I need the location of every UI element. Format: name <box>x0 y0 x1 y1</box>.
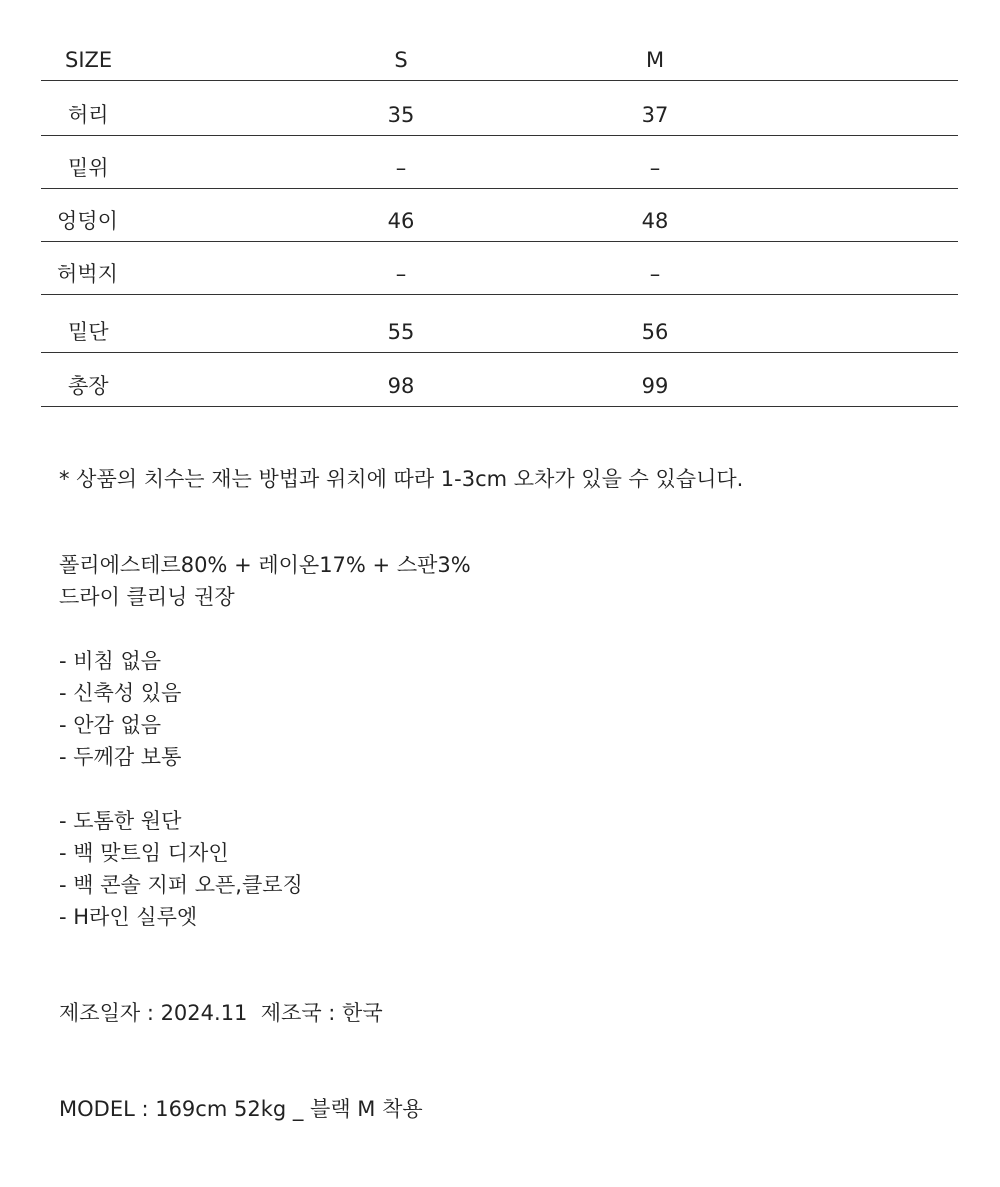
row-value-m: 37 <box>641 103 669 127</box>
row-value-s: 35 <box>387 103 415 127</box>
list-item: - 두께감 보통 <box>59 745 182 769</box>
row-value-m: 56 <box>641 320 669 344</box>
list-item: - H라인 실루엣 <box>59 905 198 929</box>
row-value-m: 99 <box>641 374 669 398</box>
table-row <box>41 136 958 189</box>
row-value-m: – <box>649 156 661 180</box>
list-item: - 신축성 있음 <box>59 681 182 705</box>
table-row <box>41 295 958 353</box>
size-notice: * 상품의 치수는 재는 방법과 위치에 따라 1-3cm 오차가 있을 수 있습니다. <box>59 467 744 491</box>
row-value-s: – <box>395 156 407 180</box>
row-value-s: – <box>395 262 407 286</box>
list-item: - 도톰한 원단 <box>59 809 182 833</box>
header-size-m: M <box>645 48 665 72</box>
row-label-rise: 밑위 <box>68 156 109 180</box>
list-item: - 안감 없음 <box>59 713 162 737</box>
row-label-hip: 엉덩이 <box>57 209 118 233</box>
row-value-s: 46 <box>387 209 415 233</box>
list-item: - 비침 없음 <box>59 649 162 673</box>
size-table <box>41 44 958 407</box>
size-table-header <box>41 44 958 81</box>
header-size-s: S <box>394 48 408 72</box>
model-info: MODEL : 169cm 52kg _ 블랙 M 착용 <box>59 1097 423 1121</box>
header-size-label: SIZE <box>65 48 113 72</box>
list-item: - 백 맞트임 디자인 <box>59 841 229 865</box>
fabric-properties <box>59 645 181 773</box>
row-value-s: 55 <box>387 320 415 344</box>
material-info <box>59 549 471 613</box>
list-item: - 백 콘솔 지퍼 오픈,클로징 <box>59 873 303 897</box>
table-row <box>41 189 958 242</box>
material-composition: 폴리에스테르80% + 레이온17% + 스판3% <box>59 553 471 577</box>
care-instruction: 드라이 클리닝 권장 <box>59 585 235 609</box>
row-label-hem: 밑단 <box>68 320 109 344</box>
row-value-m: – <box>649 262 661 286</box>
manufacture-info: 제조일자 : 2024.11 제조국 : 한국 <box>59 1001 383 1025</box>
row-label-length: 총장 <box>68 374 109 398</box>
row-value-m: 48 <box>641 209 669 233</box>
table-row <box>41 353 958 407</box>
row-value-s: 98 <box>387 374 415 398</box>
row-label-waist: 허리 <box>68 103 109 127</box>
table-row <box>41 242 958 295</box>
table-row <box>41 81 958 136</box>
row-label-thigh: 허벅지 <box>57 262 118 286</box>
design-features <box>59 805 303 933</box>
